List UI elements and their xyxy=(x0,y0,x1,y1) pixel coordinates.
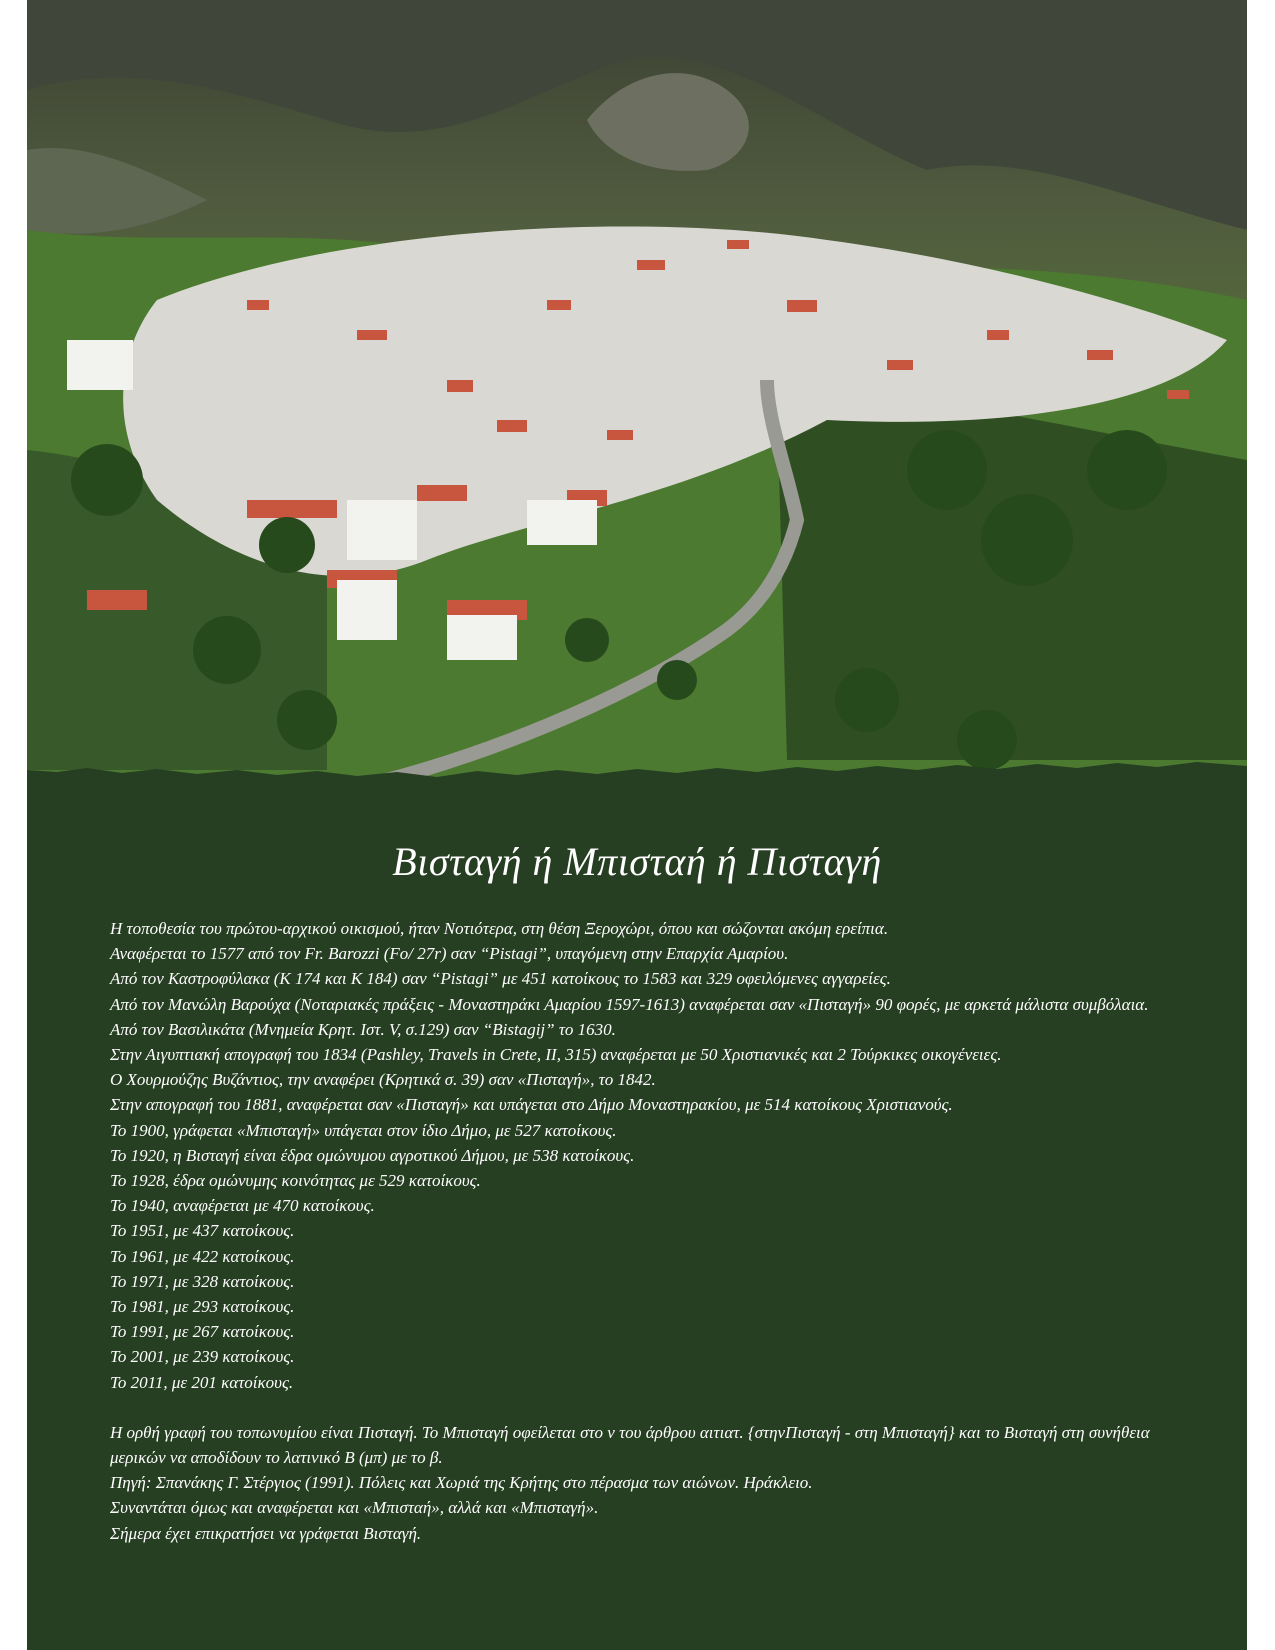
body-text xyxy=(110,916,1200,1546)
history-line: Αναφέρεται το 1577 από τον Fr. Barozzi (Fo/ 27r) σαν “Pistagi”, υπαγόμενη στην Επαρχία Αμαρίου. xyxy=(110,944,789,964)
history-line: Το 1900, γράφεται «Μπισταγή» υπάγεται στον ίδιο Δήμο, με 527 κατοίκους. xyxy=(110,1120,617,1140)
note-line: Η ορθή γραφή του τοπωνυμίου είναι Πισταγή. Το Μπισταγή οφείλεται στο ν του άρθρου αιτιατ. {στηνΠισταγή - στη Μπισταγή} και το Βισταγή στη συνήθεια μερικών να αποδίδουν το λατινικό Β (μπ) με το β. xyxy=(110,1422,1150,1468)
history-line: Το 2001, με 239 κατοίκους. xyxy=(110,1347,295,1367)
page-title: Βισταγή ή Μπισταή ή Πισταγή xyxy=(392,839,882,884)
history-line: Το 1940, αναφέρεται με 470 κατοίκους. xyxy=(110,1196,375,1216)
history-line: Το 1961, με 422 κατοίκους. xyxy=(110,1246,295,1266)
history-line: Το 1951, με 437 κατοίκους. xyxy=(110,1221,295,1241)
note-line: Συναντάται όμως και αναφέρεται και «Μπισταή», αλλά και «Μπισταγή». xyxy=(110,1498,599,1518)
document-page xyxy=(27,0,1247,1650)
note-line: Σήμερα έχει επικρατήσει να γράφεται Βισταγή. xyxy=(110,1523,422,1543)
history-line: Το 1928, έδρα ομώνυμης κοινότητας με 529 κατοίκους. xyxy=(110,1171,481,1191)
history-line: Ο Χουρμούζης Βυζάντιος, την αναφέρει (Κρητικά σ. 39) σαν «Πισταγή», το 1842. xyxy=(110,1070,656,1090)
history-line: Από τον Καστροφύλακα (K 174 και K 184) σαν “Pistagi” με 451 κατοίκους το 1583 και 329 οφειλόμενες αγγαρείες. xyxy=(110,969,891,989)
history-line: Από τον Μανώλη Βαρούχα (Νοταριακές πράξεις - Μοναστηράκι Αμαρίου 1597-1613) αναφέρεται σαν «Πισταγή» 90 φορές, με αρκετά μάλιστα συμβόλαια. xyxy=(110,994,1149,1014)
history-line: Το 1920, η Βισταγή είναι έδρα ομώνυμου αγροτικού Δήμου, με 538 κατοίκους. xyxy=(110,1145,635,1165)
village-aerial-photo xyxy=(27,0,1247,800)
paragraph-gap xyxy=(110,1395,1200,1420)
note-line: Πηγή: Σπανάκης Γ. Στέργιος (1991). Πόλεις και Χωριά της Κρήτης στο πέρασμα των αιώνων. Ηράκλειο. xyxy=(110,1473,813,1493)
history-line: Το 1991, με 267 κατοίκους. xyxy=(110,1322,295,1342)
history-line: Το 2011, με 201 κατοίκους. xyxy=(110,1372,294,1392)
history-line: Το 1971, με 328 κατοίκους. xyxy=(110,1271,295,1291)
history-line: Από τον Βασιλικάτα (Μνημεία Κρητ. Ιστ. V, σ.129) σαν “Bistagij” το 1630. xyxy=(110,1019,616,1039)
history-line: Το 1981, με 293 κατοίκους. xyxy=(110,1297,295,1317)
history-line: Στην απογραφή του 1881, αναφέρεται σαν «Πισταγή» και υπάγεται στο Δήμο Μοναστηρακίου, με 514 κατοίκους Χριστιανούς. xyxy=(110,1095,953,1115)
history-line: Η τοποθεσία του πρώτου-αρχικού οικισμού, ήταν Νοτιότερα, στη θέση Ξεροχώρι, όπου και σώζονται ακόμη ερείπια. xyxy=(110,919,889,938)
history-line: Στην Αιγυπτιακή απογραφή του 1834 (Pashley, Travels in Crete, II, 315) αναφέρεται με 50 Χριστιανικές και 2 Τούρκικες οικογένειες. xyxy=(110,1045,1002,1065)
